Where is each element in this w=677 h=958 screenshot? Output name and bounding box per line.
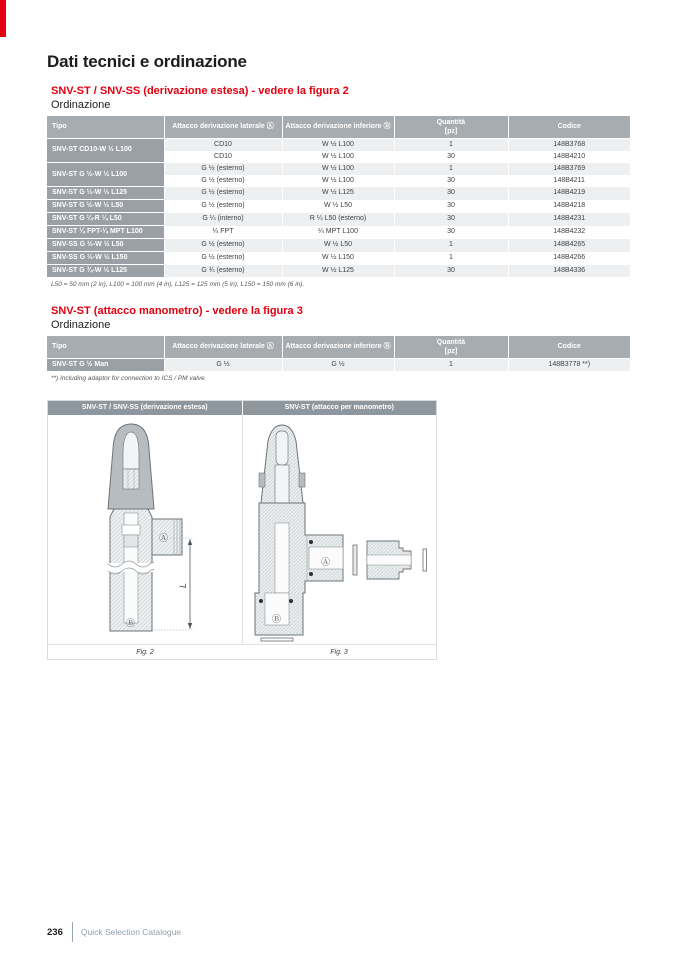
inferiore-cell: W ½ L100 xyxy=(282,151,394,163)
tipo-cell: SNV-ST G ½-W ½ L100 xyxy=(47,163,164,187)
tipo-cell: SNV-ST G ½-W ½ L125 xyxy=(47,187,164,200)
footer-divider xyxy=(72,922,73,942)
quantita-label: Quantità xyxy=(436,118,466,126)
quantita-unit-label: [pz] xyxy=(444,127,458,135)
lateral-cell: CD10 xyxy=(164,151,282,163)
codice-cell: 148B4231 xyxy=(508,213,630,226)
table1-footnote: L50 = 50 mm (2 in), L100 = 100 mm (4 in), L125 = 125 mm (5 in), L150 = 150 mm (6 in). xyxy=(51,281,305,288)
quantita-cell: 30 xyxy=(394,226,508,239)
fig3-valve-cross-section-drawing xyxy=(247,417,432,642)
quantita-unit-label: [pz] xyxy=(444,347,458,355)
fig3-oring xyxy=(259,599,263,603)
codice-cell: 148B4218 xyxy=(508,200,630,213)
lateral-cell: G ¾ (esterno) xyxy=(164,265,282,278)
section1-heading: SNV-ST / SNV-SS (derivazione estesa) - vedere la figura 2 xyxy=(51,85,349,97)
figure-panel xyxy=(47,400,437,660)
quantita-cell: 30 xyxy=(394,200,508,213)
page-footer xyxy=(47,921,181,943)
table-row xyxy=(47,226,630,239)
lateral-cell: G ¼ (interno) xyxy=(164,213,282,226)
fig3-oring xyxy=(309,572,313,576)
tipo-cell: SNV-ST G ¼-R ¼ L50 xyxy=(47,213,164,226)
quantita-cell: 30 xyxy=(394,175,508,187)
inferiore-cell: W ½ L50 xyxy=(282,239,394,252)
quantita-cell: 1 xyxy=(394,138,508,151)
inferiore-cell: W ½ L100 xyxy=(282,163,394,175)
codice-cell: 148B4232 xyxy=(508,226,630,239)
table-header-row xyxy=(47,336,630,358)
codice-cell: 148B4219 xyxy=(508,187,630,200)
fig3-oring xyxy=(309,540,313,544)
lateral-cell: G ½ (esterno) xyxy=(164,163,282,175)
codice-cell: 148B3769 xyxy=(508,163,630,175)
catalog-name: Quick Selection Catalogue xyxy=(80,927,182,937)
fig3-washer xyxy=(423,549,427,571)
inferiore-cell: W ½ L100 xyxy=(282,175,394,187)
quantita-cell: 1 xyxy=(394,252,508,265)
quantita-cell: 1 xyxy=(394,239,508,252)
fig3-oring xyxy=(289,599,293,603)
table-row xyxy=(47,358,630,371)
section-attacco-manometro xyxy=(47,305,630,382)
table-row xyxy=(47,163,630,175)
lateral-cell: G ½ (esterno) xyxy=(164,175,282,187)
codice-cell: 148B4211 xyxy=(508,175,630,187)
inferiore-cell: R ¼ L50 (esterno) xyxy=(282,213,394,226)
codice-cell: 148B3778 **) xyxy=(508,358,630,371)
col-header-codice: Codice xyxy=(508,116,630,138)
quantita-cell: 30 xyxy=(394,213,508,226)
fig3-washer xyxy=(353,545,357,575)
section-derivazione-estesa xyxy=(47,85,630,288)
quantita-cell: 1 xyxy=(394,163,508,175)
page-edge-tab xyxy=(0,0,6,37)
lateral-cell: G ½ (esterno) xyxy=(164,187,282,200)
table-row xyxy=(47,265,630,278)
quantita-cell: 30 xyxy=(394,265,508,278)
codice-cell: 148B4266 xyxy=(508,252,630,265)
col-header-lateral: Attacco derivazione laterale Ⓐ xyxy=(164,116,282,138)
fig2-port-a-label: Ⓐ xyxy=(159,533,169,543)
table-row xyxy=(47,213,630,226)
quantita-label: Quantità xyxy=(436,338,466,346)
tipo-cell: SNV-ST G ¾-W ½ L125 xyxy=(47,265,164,278)
lateral-cell: G ½ xyxy=(164,358,282,371)
col-header-tipo: Tipo xyxy=(47,116,164,138)
fig2-port-b-label: Ⓑ xyxy=(126,618,136,628)
page-number: 236 xyxy=(47,926,63,938)
figure3-caption: Fig. 3 xyxy=(330,649,348,656)
inferiore-cell: W ½ L125 xyxy=(282,187,394,200)
inferiore-cell: W ½ L50 xyxy=(282,200,394,213)
lateral-cell: G ½ (esterno) xyxy=(164,239,282,252)
table-row xyxy=(47,187,630,200)
quantita-cell: 1 xyxy=(394,358,508,371)
quantita-cell: 30 xyxy=(394,151,508,163)
col-header-tipo: Tipo xyxy=(47,336,164,358)
quantita-cell: 30 xyxy=(394,187,508,200)
ordering-table-2 xyxy=(47,336,630,371)
codice-cell: 148B4336 xyxy=(508,265,630,278)
figure2-caption: Fig. 2 xyxy=(136,649,154,656)
tipo-cell: SNV-ST G ½-W ½ L50 xyxy=(47,200,164,213)
codice-cell: 148B4210 xyxy=(508,151,630,163)
lateral-cell: G ½ (esterno) xyxy=(164,200,282,213)
lateral-cell: ¼ FPT xyxy=(164,226,282,239)
tipo-cell: SNV-SS G ½-W ½ L50 xyxy=(47,239,164,252)
codice-cell: 148B3768 xyxy=(508,138,630,151)
section1-subheading: Ordinazione xyxy=(51,99,111,111)
table-header-row xyxy=(47,116,630,138)
tipo-cell: SNV-ST ¼ FPT-¼ MPT L100 xyxy=(47,226,164,239)
inferiore-cell: W ½ L125 xyxy=(282,265,394,278)
inferiore-cell: W ½ L100 xyxy=(282,138,394,151)
col-header-lateral: Attacco derivazione laterale Ⓐ xyxy=(164,336,282,358)
figure3-drawing xyxy=(242,415,437,644)
col-header-quantita xyxy=(394,336,508,358)
table-row xyxy=(47,252,630,265)
table-row xyxy=(47,200,630,213)
fig2-spindle xyxy=(123,469,139,489)
table2-footnote: **) Including adaptor for connection to ICS / PM valve. xyxy=(51,374,207,382)
figure3-header: SNV-ST (attacco per manometro) xyxy=(243,401,437,415)
fig3-port-a-label: Ⓐ xyxy=(320,557,330,567)
codice-cell: 148B4265 xyxy=(508,239,630,252)
page-title: Dati tecnici e ordinazione xyxy=(47,52,247,71)
fig2-dimension-label: L xyxy=(178,582,189,588)
tipo-cell: SNV-ST CD10-W ½ L100 xyxy=(47,138,164,163)
figure2-header: SNV-ST / SNV-SS (derivazione estesa) xyxy=(48,401,242,415)
tipo-cell: SNV-SS G ½-W ½ L150 xyxy=(47,252,164,265)
fig3-port-b-label: Ⓑ xyxy=(271,614,281,624)
col-header-inferiore: Attacco derivazione inferiore Ⓑ xyxy=(282,116,394,138)
col-header-inferiore: Attacco derivazione inferiore Ⓑ xyxy=(282,336,394,358)
fig3-gasket-washer xyxy=(261,638,293,641)
lateral-cell: G ½ (esterno) xyxy=(164,252,282,265)
section2-heading: SNV-ST (attacco manometro) - vedere la figura 3 xyxy=(51,305,303,317)
tipo-cell: SNV-ST G ½ Man xyxy=(47,358,164,371)
table-row xyxy=(47,239,630,252)
fig2-cap-slot xyxy=(123,432,139,469)
ordering-table-1 xyxy=(47,116,630,277)
lateral-cell: CD10 xyxy=(164,138,282,151)
col-header-quantita xyxy=(394,116,508,138)
col-header-codice: Codice xyxy=(508,336,630,358)
figure2-drawing xyxy=(48,415,242,644)
table-row xyxy=(47,138,630,151)
inferiore-cell: ¼ MPT L100 xyxy=(282,226,394,239)
inferiore-cell: W ½ L150 xyxy=(282,252,394,265)
inferiore-cell: G ½ xyxy=(282,358,394,371)
section2-subheading: Ordinazione xyxy=(51,319,111,331)
fig2-valve-cross-section-drawing xyxy=(52,417,237,642)
